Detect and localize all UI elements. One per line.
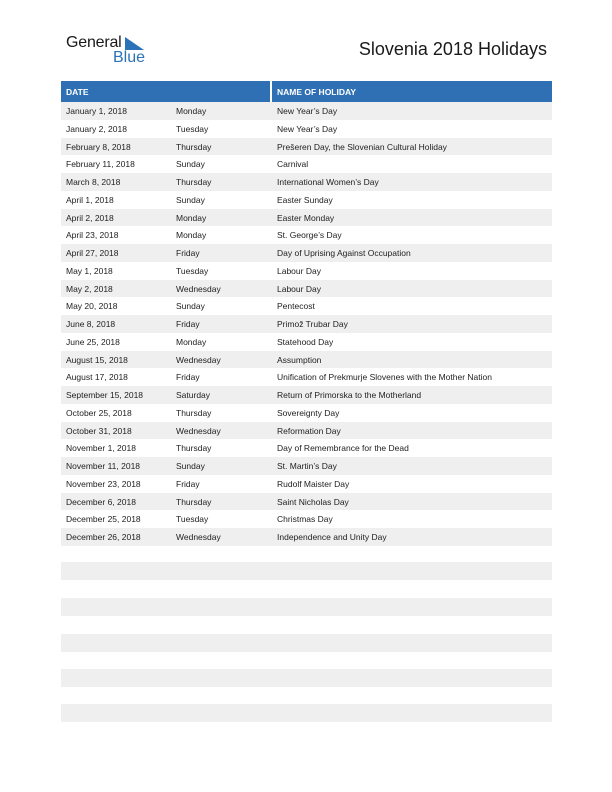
holiday-name-cell: Primož Trubar Day [277,319,348,329]
holiday-name-cell: Independence and Unity Day [277,532,387,542]
holiday-name-cell: Assumption [277,354,322,365]
weekday-cell: Sunday [176,301,205,312]
date-cell: January 1, 2018 [66,106,127,116]
table-row [61,386,552,404]
table-row [61,404,552,422]
table-row [61,510,552,528]
weekday-cell: Sunday [176,159,205,170]
table-row [61,528,552,546]
empty-row [61,704,552,722]
weekday-cell: Wednesday [176,425,221,436]
holiday-name-cell: Christmas Day [277,514,333,525]
date-cell: August 15, 2018 [66,354,128,365]
holiday-name-cell: International Women’s Day [277,177,379,187]
date-cell: September 15, 2018 [66,390,144,400]
holiday-name-cell: Unification of Prekmurje Slovenes with the Mother Nation [277,372,492,383]
date-cell: May 20, 2018 [66,301,118,312]
table-row [61,351,552,369]
table-row [61,173,552,191]
holiday-name-cell: St. Martin’s Day [277,461,337,471]
date-cell: April 23, 2018 [66,230,119,241]
holiday-name-cell: Easter Monday [277,212,335,223]
header-divider [270,81,272,102]
logo-text-general: General [66,34,122,51]
weekday-cell: Saturday [176,390,211,400]
logo [66,34,156,68]
holiday-name-cell: St. George’s Day [277,230,342,241]
empty-row [61,634,552,652]
table-row [61,155,552,173]
weekday-cell: Monday [176,106,207,116]
weekday-cell: Tuesday [176,123,209,134]
holiday-name-cell: Sovereignty Day [277,407,340,418]
date-cell: May 2, 2018 [66,283,113,294]
date-cell: February 11, 2018 [66,159,135,170]
table-row [61,102,552,120]
date-cell: March 8, 2018 [66,177,121,187]
holiday-name-cell: Labour Day [277,283,321,294]
empty-row [61,598,552,616]
table-row [61,226,552,244]
weekday-cell: Wednesday [176,283,221,294]
table-row [61,439,552,457]
holiday-name-cell: New Year’s Day [277,106,338,116]
date-cell: June 25, 2018 [66,336,120,347]
table-header [61,81,552,102]
logo-text-blue: Blue [113,49,146,66]
holiday-name-cell: Reformation Day [277,425,341,436]
holiday-name-cell: Day of Remembrance for the Dead [277,443,409,454]
weekday-cell: Thursday [176,177,212,187]
weekday-cell: Thursday [176,141,212,152]
holiday-name-cell: Carnival [277,159,309,170]
weekday-cell: Monday [176,230,207,241]
table-row [61,244,552,262]
page-title: Slovenia 2018 Holidays [358,39,547,59]
holiday-name-cell: Pentecost [277,301,315,312]
date-cell: August 17, 2018 [66,372,128,383]
weekday-cell: Sunday [176,194,205,205]
weekday-cell: Thursday [176,407,212,418]
weekday-cell: Friday [176,478,200,489]
empty-row [61,669,552,687]
header-date: DATE [66,86,89,97]
holiday-name-cell: Labour Day [277,265,321,276]
table-row [61,368,552,386]
date-cell: April 27, 2018 [66,248,119,258]
weekday-cell: Friday [176,372,200,383]
empty-row [61,562,552,580]
table-body [61,102,552,546]
holiday-table [61,81,552,546]
weekday-cell: Wednesday [176,532,221,542]
date-cell: November 23, 2018 [66,478,141,489]
holiday-name-cell: Rudolf Maister Day [277,478,350,489]
table-row [61,422,552,440]
table-row [61,333,552,351]
weekday-cell: Thursday [176,496,212,507]
holiday-name-cell: New Year’s Day [277,123,338,134]
weekday-cell: Wednesday [176,354,221,365]
table-row [61,493,552,511]
table-row [61,315,552,333]
date-cell: October 31, 2018 [66,425,132,436]
date-cell: June 8, 2018 [66,319,116,329]
table-row [61,457,552,475]
weekday-cell: Monday [176,336,207,347]
weekday-cell: Thursday [176,443,212,454]
date-cell: April 2, 2018 [66,212,114,223]
weekday-cell: Sunday [176,461,205,471]
date-cell: May 1, 2018 [66,265,113,276]
table-row [61,120,552,138]
holiday-name-cell: Prešeren Day, the Slovenian Cultural Holiday [277,141,447,152]
date-cell: November 1, 2018 [66,443,136,454]
date-cell: December 26, 2018 [66,532,141,542]
holiday-name-cell: Return of Primorska to the Motherland [277,390,422,400]
holiday-name-cell: Day of Uprising Against Occupation [277,248,411,258]
date-cell: October 25, 2018 [66,407,132,418]
weekday-cell: Monday [176,212,207,223]
weekday-cell: Tuesday [176,265,209,276]
table-row [61,297,552,315]
holiday-name-cell: Easter Sunday [277,194,333,205]
table-row [61,475,552,493]
date-cell: November 11, 2018 [66,461,141,471]
weekday-cell: Tuesday [176,514,209,525]
header-holiday-name: NAME OF HOLIDAY [277,86,357,97]
table-row [61,209,552,227]
date-cell: January 2, 2018 [66,123,127,134]
table-row [61,280,552,298]
table-row [61,138,552,156]
table-row [61,191,552,209]
weekday-cell: Friday [176,319,200,329]
table-row [61,262,552,280]
weekday-cell: Friday [176,248,200,258]
date-cell: April 1, 2018 [66,194,114,205]
date-cell: December 25, 2018 [66,514,141,525]
date-cell: February 8, 2018 [66,141,131,152]
holiday-name-cell: Statehood Day [277,336,334,347]
date-cell: December 6, 2018 [66,496,136,507]
holiday-name-cell: Saint Nicholas Day [277,496,349,507]
